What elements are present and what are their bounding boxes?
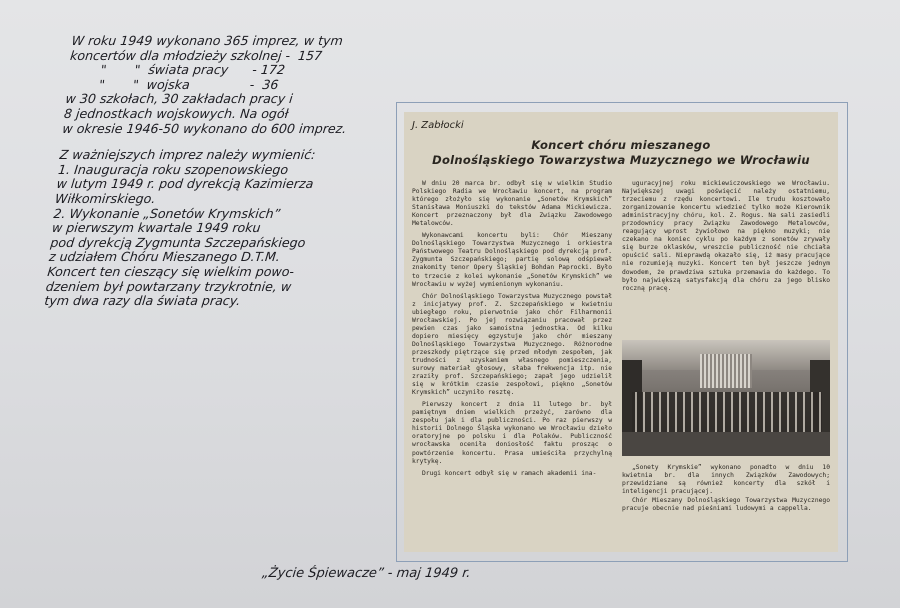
hand-line: w lutym 1949 r. pod dyrekcją Kazimierza	[55, 176, 315, 192]
handwritten-notes	[44, 34, 403, 309]
hand-line: Koncert ten cieszący się wielkim powo-	[46, 263, 295, 279]
hand-line: Z ważniejszych imprez należy wymienić:	[58, 147, 317, 163]
hand-line: Wiłkomirskiego.	[54, 190, 157, 206]
article-paragraph: Pierwszy koncert z dnia 11 lutego br. był pamiętnym dniem wielkich przeżyć, zarówno dla zespołu jak i dla publiczności. Po raz pierwszy w historii Dolnego Śląska wykonano we Wrocławiu dzieło oratoryjne po polsku i dla Polaków. Publiczność wrocławska oceniła doniosłość faktu prosząc o powtórzenie koncertu. Prasa umieściła przychylną krytykę.	[412, 401, 612, 465]
hand-line: w pierwszym kwartale 1949 roku	[51, 220, 262, 236]
caption-paragraph: „Sonety Krymskie” wykonano ponadto w dniu 10 kwietnia br. dla innych Związków Zawodowych; przewidziane są również koncerty dla szkół i inteligencji pracującej.	[622, 464, 830, 496]
hand-line: pod dyrekcją Zygmunta Szczepańskiego	[49, 234, 307, 250]
source-caption: „Życie Śpiewacze” - maj 1949 r.	[261, 566, 472, 581]
headline-line: Dolnośląskiego Towarzystwa Muzycznego we Wrocławiu	[432, 153, 810, 167]
choir-photo	[622, 340, 830, 456]
photo-caption	[622, 464, 830, 514]
hand-line: w okresie 1946-50 wykonano do 600 imprez.	[61, 120, 348, 136]
article-column-right	[622, 180, 830, 297]
newspaper-clipping	[404, 112, 838, 552]
hand-line: dzeniem był powtarzany trzykrotnie, w	[45, 278, 293, 294]
hand-line: 2. Wykonanie „Sonetów Krymskich”	[52, 205, 282, 221]
hand-line: koncertów dla młodzieży szkolnej - 157	[69, 47, 324, 63]
article-author: J. Zabłocki	[412, 120, 464, 131]
hand-line: w 30 szkołach, 30 zakładach pracy i	[64, 91, 294, 107]
hand-line: " " świata pracy - 172	[67, 62, 286, 78]
article-paragraph: Chór Dolnośląskiego Towarzystwa Muzycznego powstał z inicjatywy prof. Z. Szczepańskiego w kwietniu ubiegłego roku, pierwotnie jako chór Filharmonii Wrocławskiej. Po jej rozwiązaniu pracował przez pewien czas jako samoistna jednostka. Od kilku dopiero miesięcy egzystuje jako chór mieszany Dolnośląskiego Towarzystwa Muzycznego. Różnorodne przeszkody piętrzące się przed młodym zespołem, jak trudności z uzyskaniem własnego pomieszczenia, surowy materiał głosowy, słaba frekwencja itp. nie zraziły prof. Szczepańskiego; zapał jego udzielił się w krótkim czasie zespołowi, piękno „Sonetów Krymskich” uczyniło resztę.	[412, 292, 612, 397]
article-column-left	[412, 180, 612, 482]
caption-paragraph: Chór Mieszany Dolnośląskiego Towarzystwa Muzycznego pracuje obecnie nad pieśniami ludowymi a cappella.	[622, 497, 830, 513]
article-paragraph: Wykonawcami koncertu byli: Chór Mieszany Dolnośląskiego Towarzystwa Muzycznego i orkiestra Państwowego Teatru Dolnośląskiego pod dyrekcją prof. Zygmunta Szczepańskiego; partię solową odśpiewał znakomity tenor Opery Śląskiej Bohdan Paprocki. Było to trzecie z kolei wykonanie „Sonetów Krymskich” we Wrocławiu w wyżej wymienionym wykonaniu.	[412, 232, 612, 288]
article-headline	[404, 138, 838, 168]
hand-line: " " wojska - 36	[66, 76, 280, 92]
photo-organ-pipes	[700, 354, 752, 388]
article-paragraph: uguracyjnej roku mickiewiczowskiego we Wrocławiu. Największej uwagi poświęcić należy ostatniemu, trzeciemu z rzędu koncertowi. Ile trudu kosztowało zorganizowanie koncertu wiedzieć tylko może Kierownik administracyjny chóru, kol. Z. Rogus. Na sali zasiedli przodownicy pracy Związku Zawodowego Metalowców, reagujący wprost żywiołowo na piękno muzyki; nie czekano na koniec cyklu po każdym z sonetów zrywały się burze oklasków, wreszcie publiczność nie chciała opuścić sali. Nieprawdą okazało się, iż masy pracujące nie rozumieją muzyki. Koncert ten był jeszcze jednym dowodem, że prawdziwa sztuka przemawia do każdego. To było największą satysfakcją dla chóru za jego blisko roczną pracę.	[622, 180, 830, 292]
headline-line: Koncert chóru mieszanego	[531, 138, 711, 152]
hand-line: 1. Inauguracja roku szopenowskiego	[57, 161, 290, 177]
hand-line: z udziałem Chóru Mieszanego D.T.M.	[48, 249, 281, 265]
photo-choir	[632, 392, 822, 432]
photo-floor	[622, 432, 830, 456]
hand-line: tym dwa razy dla świata pracy.	[43, 293, 242, 309]
article-paragraph: Drugi koncert odbył się w ramach akademii ina-	[422, 469, 597, 477]
article-paragraph: W dniu 20 marca br. odbył się w wielkim Studio Polskiego Radia we Wrocławiu koncert, na program którego złożyło się wykonanie „Sonetów Krymskich” Stanisława Moniuszki do tekstów Adama Mickiewicza. Koncert przeznaczony był dla Związku Zawodowego Metalowców.	[412, 180, 612, 228]
hand-line: 8 jednostkach wojskowych. Na ogół	[63, 105, 290, 121]
hand-line: W roku 1949 wykonano 365 imprez, w tym	[70, 33, 344, 48]
